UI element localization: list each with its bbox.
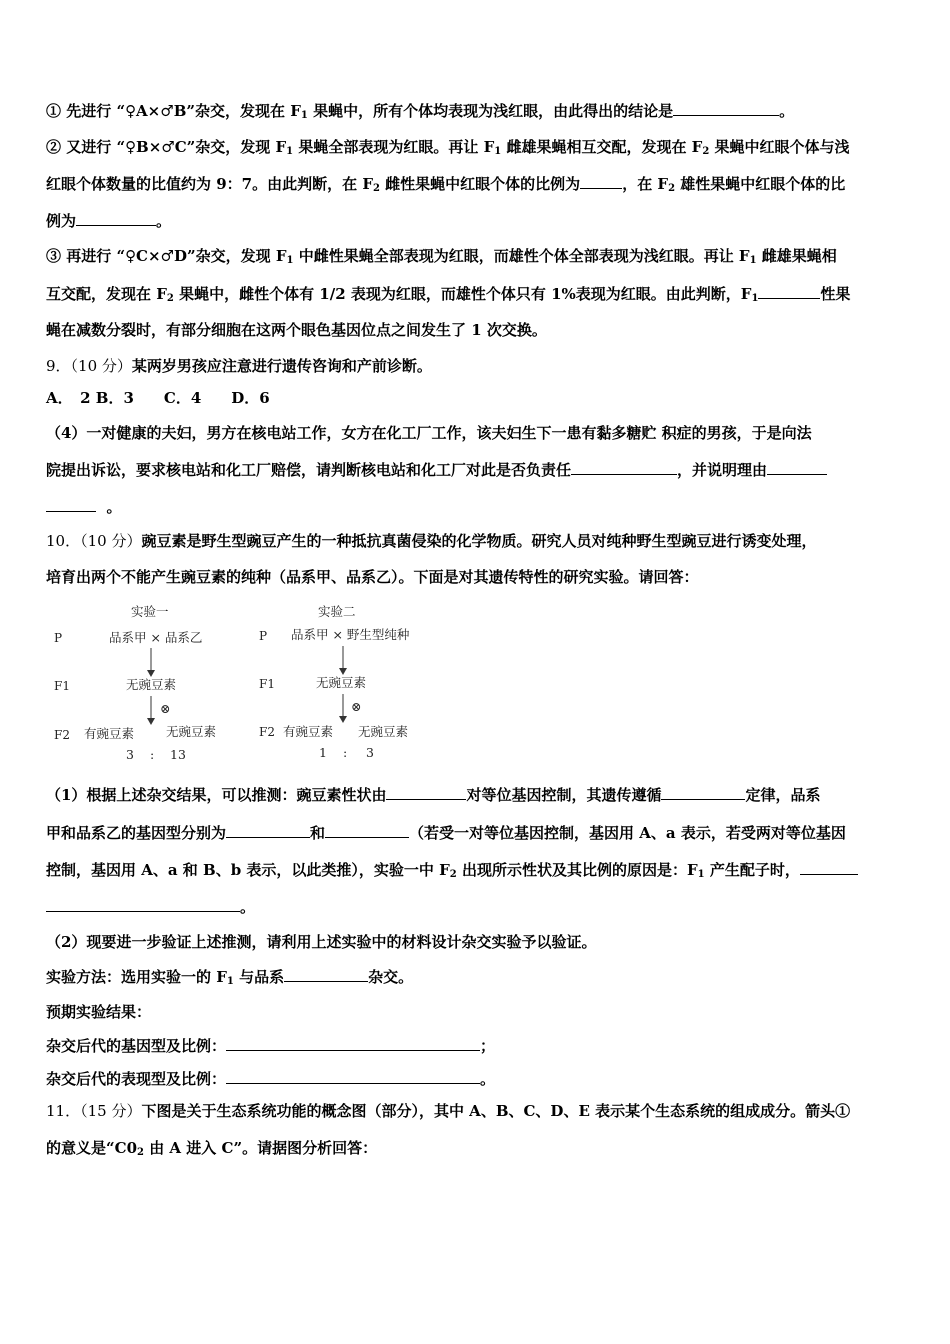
answer-blank[interactable] xyxy=(226,1035,480,1051)
q8-part3-line1: ③ 再进行 “♀C×♂D”杂交，发现 $F_1$ 中雌性果蝇全部表现为红眼，而雄性个体全部表现为浅红眼。再让 $F_1$ 雌雄果蝇相 xyxy=(46,247,837,266)
exp1-f1-phenotype: 无豌豆素 xyxy=(126,677,177,692)
exp1-selfing-symbol: ⊗ xyxy=(160,701,171,716)
exp1-ratio-colon: : xyxy=(150,747,155,762)
answer-blank[interactable] xyxy=(284,966,368,982)
exp2-arrow1-head xyxy=(339,668,347,675)
q10-genotype: 杂交后代的基因型及比例： ； xyxy=(46,1037,496,1055)
answer-blank[interactable] xyxy=(226,822,310,838)
exp2-title: 实验二 xyxy=(318,604,356,619)
q9-part4-line2: 院提出诉讼，要求核电站和化工厂赔偿，请判断核电站和化工厂对此是否负责任 ，并说明理由 xyxy=(46,459,906,481)
answer-blank[interactable] xyxy=(226,1068,480,1084)
answer-blank[interactable] xyxy=(325,822,409,838)
exp2-arrow2-head xyxy=(339,716,347,723)
exp1-f1-label: F1 xyxy=(54,679,70,693)
q10-phenotype: 杂交后代的表现型及比例： 。 xyxy=(46,1070,496,1088)
answer-blank[interactable] xyxy=(673,100,779,116)
q11-heading-line1: 11．（15 分）下图是关于生态系统功能的概念图（部分），其中 A、B、C、D、E 表示某个生态系统的组成成分。箭头① xyxy=(46,1102,851,1120)
q8-part1: ① 先进行 “♀A×♂B”杂交，发现在 $F_1$ 果蝇中，所有个体均表现为浅红眼，由此得出的结论是 。 xyxy=(46,102,795,121)
q8-part2-line1: ② 又进行 “♀B×♂C”杂交，发现 $F_1$ 果蝇全部表现为红眼。再让 $F_1$ 雌雄果蝇相互交配，发现在 $F_2$ 果蝇中红眼个体与浅 xyxy=(46,138,850,157)
q8-part2-line3: 例为 。 xyxy=(46,212,172,230)
exp1-title: 实验一 xyxy=(131,604,169,619)
q10-heading-line1: 10．（10 分）豌豆素是野生型豌豆产生的一种抵抗真菌侵染的化学物质。研究人员对纯种野生型豌豆进行诱变处理， xyxy=(46,532,817,550)
q8-part3-line3: 蝇在减数分裂时，有部分细胞在这两个眼色基因位点之间发生了 1 次交换。 xyxy=(46,321,547,339)
exp2-cross: 品系甲 × 野生型纯种 xyxy=(291,627,410,642)
answer-blank[interactable] xyxy=(580,173,622,189)
exp2-p-label: P xyxy=(259,629,268,643)
exp1-cross: 品系甲 × 品系乙 xyxy=(109,630,203,645)
exp2-f2-left: 有豌豆素 xyxy=(283,724,334,739)
exp1-f2-label: F2 xyxy=(54,728,70,742)
answer-blank[interactable] xyxy=(46,896,240,912)
q9-heading: 9．（10 分）某两岁男孩应注意进行遗传咨询和产前诊断。 xyxy=(46,357,432,375)
exp1-f2-left: 有豌豆素 xyxy=(84,726,135,741)
q10-method: 实验方法：选用实验一的 $F_1$ 与品系 杂交。 xyxy=(46,968,414,987)
exp2-f1-phenotype: 无豌豆素 xyxy=(316,675,367,690)
exp2-ratio-left: 1 xyxy=(319,745,327,760)
exp2-f2-label: F2 xyxy=(259,725,275,739)
q10-part1-line4: 。 xyxy=(46,896,906,918)
exp1-ratio-right: 13 xyxy=(170,747,186,762)
answer-blank[interactable] xyxy=(46,496,96,512)
exp1-f2-right: 无豌豆素 xyxy=(166,724,217,739)
q9-part4-line3: 。 xyxy=(46,496,906,518)
answer-blank[interactable] xyxy=(76,210,156,226)
exp2-selfing-symbol: ⊗ xyxy=(351,699,362,714)
q8-part2-line2: 红眼个体数量的比值约为 9：7。由此判断，在 $F_2$ 雌性果蝇中红眼个体的比例为 ，在 $F_2$ 雄性果蝇中红眼个体的比 xyxy=(46,175,846,194)
experiment-diagram xyxy=(46,600,446,770)
exp1-arrow1-head xyxy=(147,670,155,677)
q9-part4-line1: （4）一对健康的夫妇，男方在核电站工作，女方在化工厂工作，该夫妇生下一患有黏多糖贮 积症的男孩，于是向法 xyxy=(46,424,812,442)
q10-heading-line2: 培育出两个不能产生豌豆素的纯种（品系甲、品系乙）。下面是对其遗传特性的研究实验。请回答： xyxy=(46,568,699,586)
q8-part3-line2: 互交配，发现在 $F_2$ 果蝇中，雌性个体有 1/2 表现为红眼，而雄性个体只有 1%表现为红眼。由此判断，$F_1$ 性果 xyxy=(46,285,851,304)
exp2-f2-right: 无豌豆素 xyxy=(358,724,409,739)
answer-blank[interactable] xyxy=(767,459,827,475)
q10-expected: 预期实验结果： xyxy=(46,1003,152,1021)
q10-part1-line2: 甲和品系乙的基因型分别为 和 （若受一对等位基因控制，基因用 A、a 表示，若受两对等位基因 xyxy=(46,824,846,842)
exp1-ratio-left: 3 xyxy=(126,747,134,762)
q11-heading-line2: 的意义是“$C0_2$ 由 A 进入 C”。请据图分析回答： xyxy=(46,1139,378,1158)
exp2-ratio-colon: : xyxy=(343,745,348,760)
answer-blank[interactable] xyxy=(661,784,745,800)
exp1-arrow2-head xyxy=(147,718,155,725)
exp2-f1-label: F1 xyxy=(259,677,275,691)
q10-part2-line1: （2）现要进一步验证上述推测，请利用上述实验中的材料设计杂交实验予以验证。 xyxy=(46,933,597,951)
exp1-p-label: P xyxy=(54,631,63,645)
exp2-ratio-right: 3 xyxy=(366,745,374,760)
answer-blank[interactable] xyxy=(571,459,677,475)
q10-part1-line3: 控制，基因用 A、a 和 B、b 表示，以此类推），实验一中 $F_2$ 出现所示性状及其比例的原因是：$F_1$ 产生配子时， xyxy=(46,859,906,886)
q10-part1-line1: （1）根据上述杂交结果，可以推测：豌豆素性状由 对等位基因控制，其遗传遵循 定律，品系 xyxy=(46,786,821,804)
answer-blank[interactable] xyxy=(758,283,820,299)
q9-options: A． 2 B．3 C．4 D．6 xyxy=(46,389,270,407)
answer-blank[interactable] xyxy=(800,859,858,875)
answer-blank[interactable] xyxy=(386,784,466,800)
